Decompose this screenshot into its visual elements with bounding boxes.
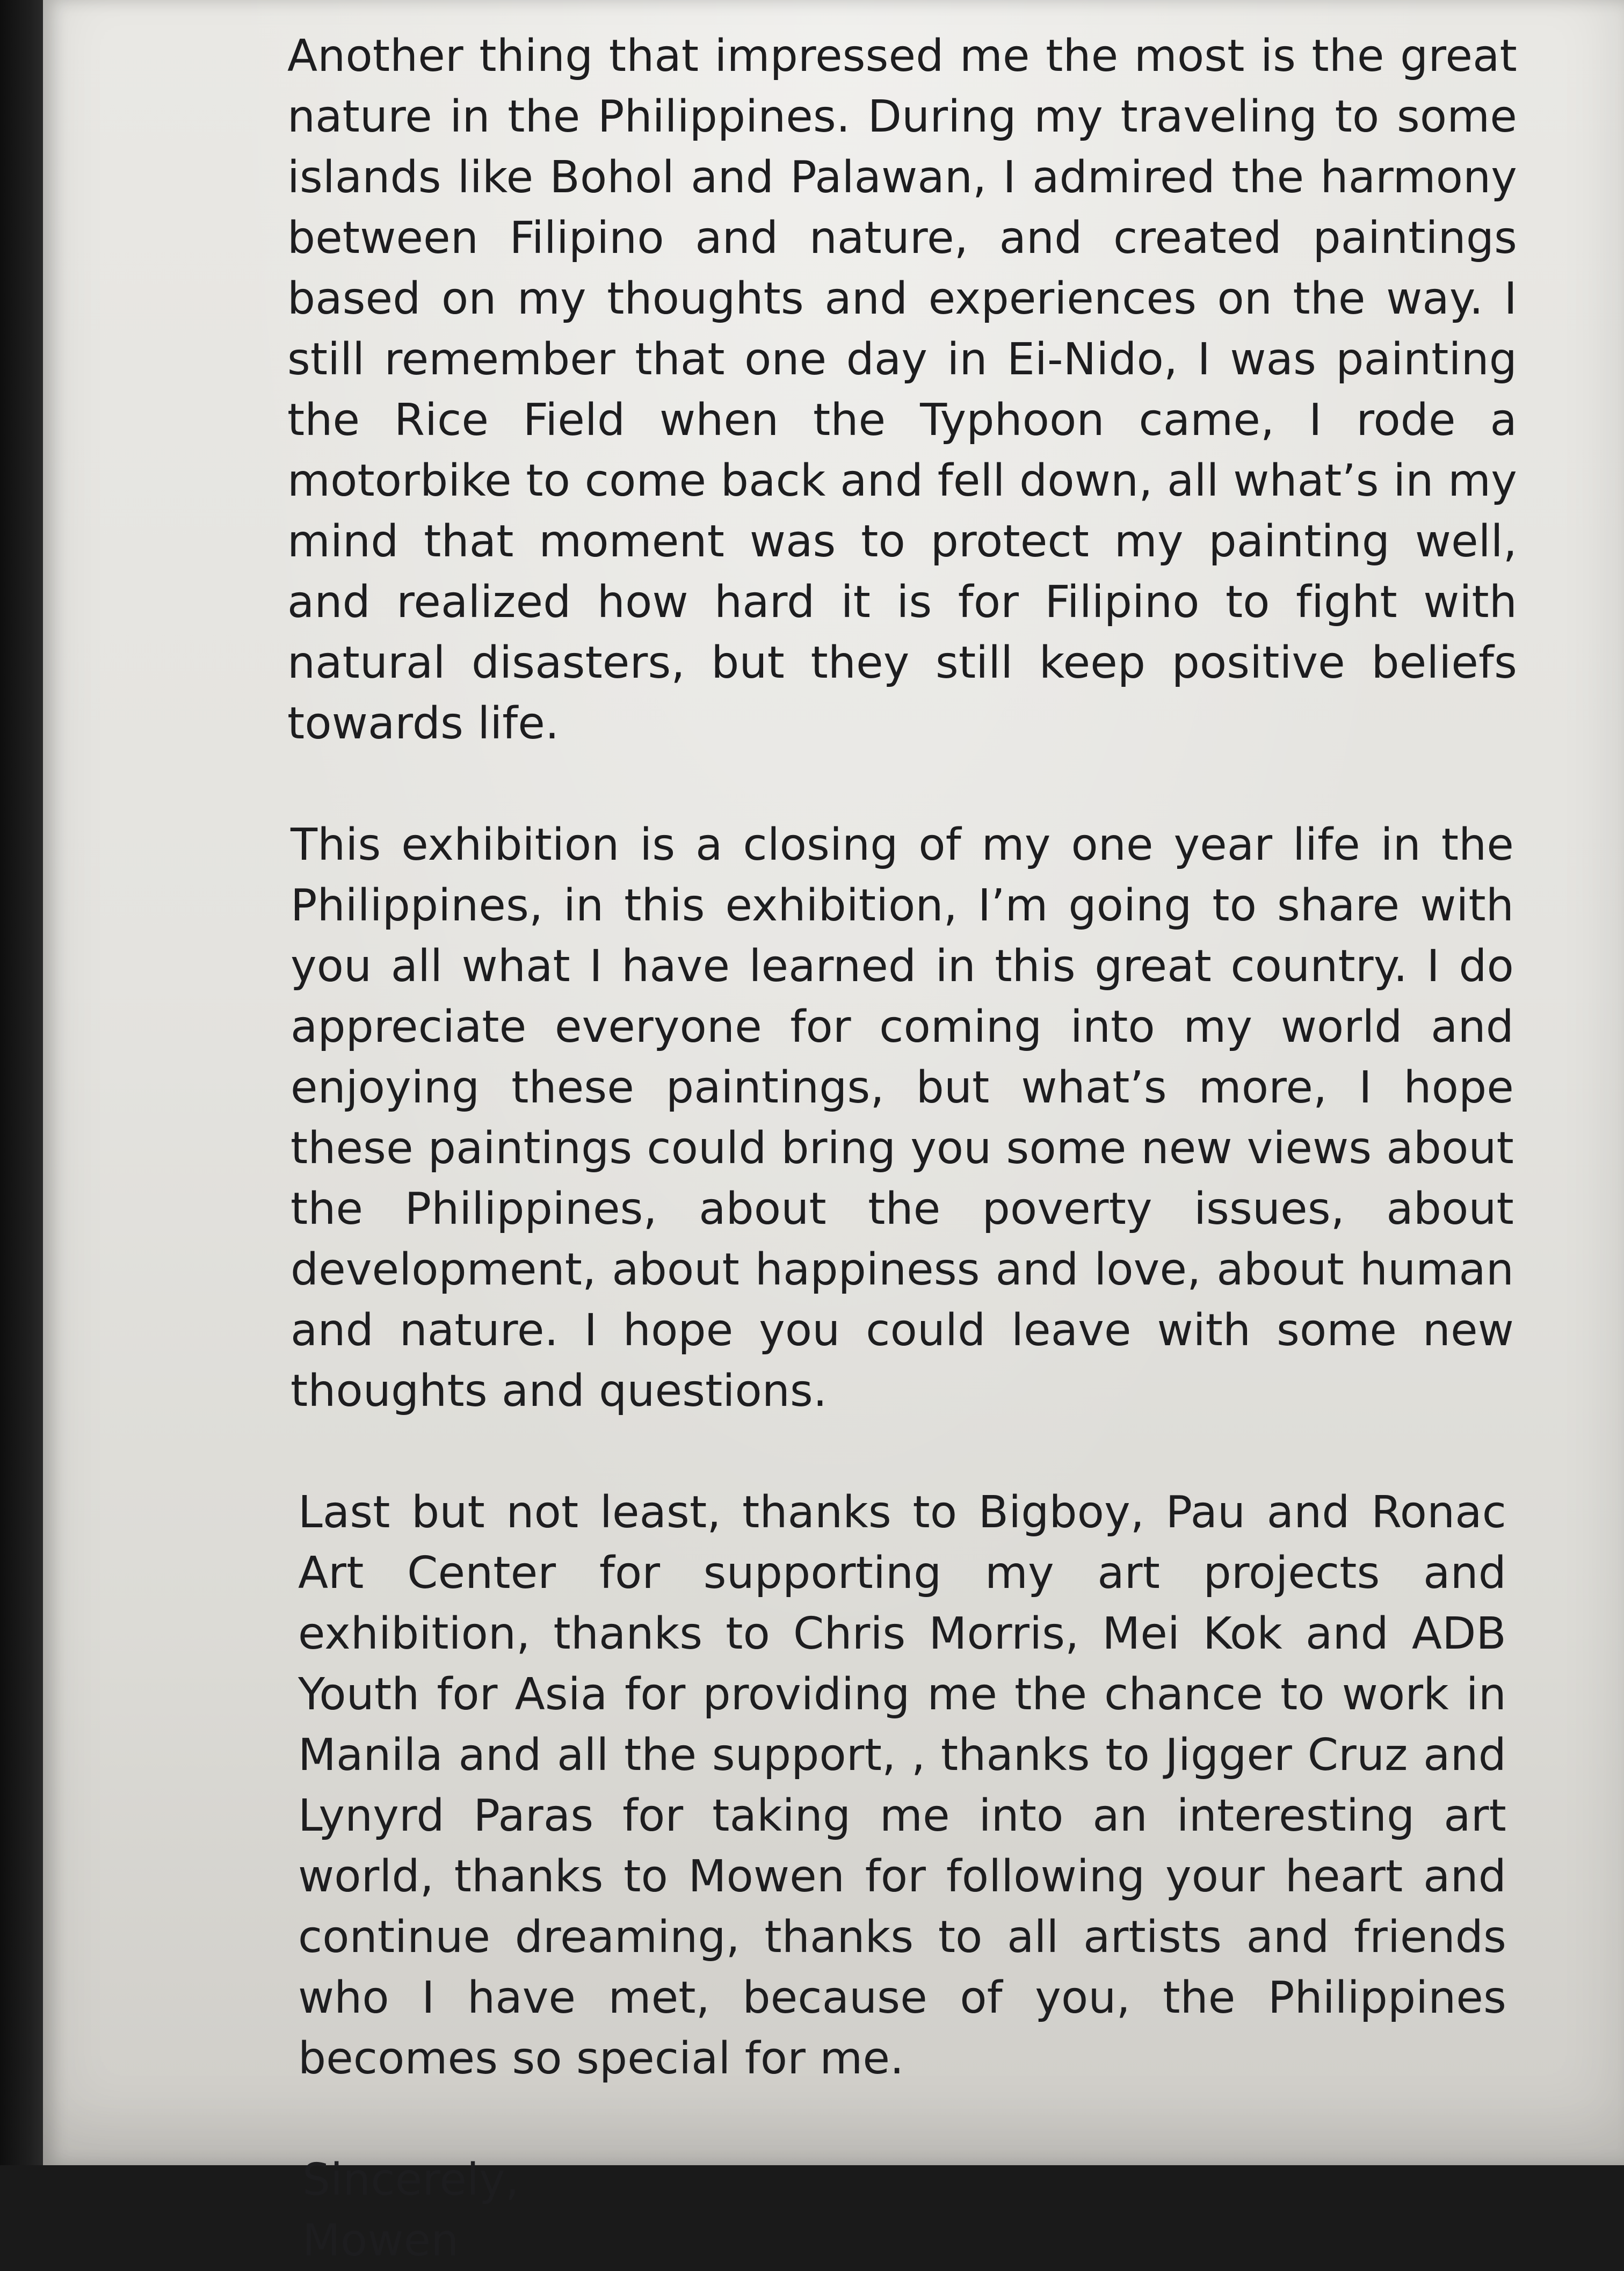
paragraph-exhibition: This exhibition is a closing of my one year life in the Philippines, in this exhibition, I’m going to share with you all what I have learned in this great country. I do appreciate everyone for coming into my world and enjoying these paintings, but what’s more, I hope these paintings could bring you some new views about the Philippines, about the poverty issues, about development, about happiness and love, about human and nature. I hope you could leave with some new thoughts and questions.	[291, 819, 1514, 1417]
exhibition-wall-panel	[43, 0, 1624, 2266]
dark-wall-edge	[0, 0, 43, 2165]
signature-name: Mowen	[302, 2215, 459, 2266]
closing-line: Sincerely,	[302, 2154, 520, 2205]
paragraph-thanks: Last but not least, thanks to Bigboy, Pau and Ronac Art Center for supporting my art projects and exhibition, thanks to Chris Morris, Mei Kok and ADB Youth for Asia for providing me the chance to work in Manila and all the support, , thanks to Jigger Cruz and Lynyrd Paras for taking me into an interesting art world, thanks to Mowen for following your heart and continue dreaming, thanks to all artists and friends who I have met, because of you, the Philippines becomes so special for me.	[298, 1487, 1506, 2084]
artist-statement-text	[287, 26, 1517, 2271]
sign-off	[302, 2150, 1517, 2271]
paragraph-nature: Another thing that impressed me the most is the great nature in the Philippines. During my traveling to some islands like Bohol and Palawan, I admired the harmony between Filipino and nature, and created paintings based on my thoughts and experiences on the way. I still remember that one day in Ei-Nido, I was painting the Rice Field when the Typhoon came, I rode a motorbike to come back and fell down, all what’s in my mind that moment was to protect my painting well, and realized how hard it is for Filipino to fight with natural disasters, but they still keep positive beliefs towards life.	[287, 31, 1517, 749]
